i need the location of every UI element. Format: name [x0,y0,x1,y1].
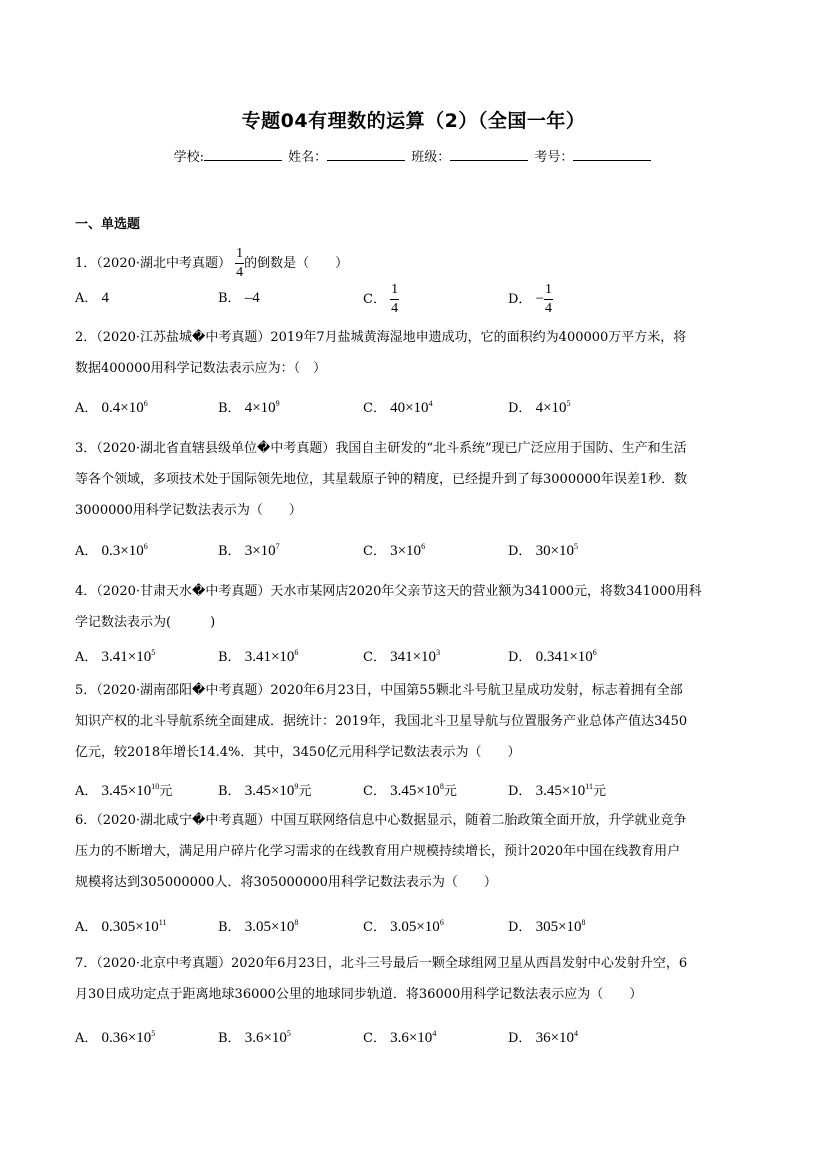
question-1-stem: 1．（2020·湖北中考真题） $\frac{1}{4}$ 的倒数是（ ） [75,246,349,280]
q1-option-a: A． 4 [75,290,110,306]
q3-option-b: B． $3\times 10^7$ [218,542,280,559]
question-6-line-3: 规模将达到305000000人．将305000000用科学记数法表示为（ ） [75,875,497,890]
q5-option-c: C． $3.45\times 10^8$元 [363,782,457,799]
q7-option-a: A． $0.36\times 10^5$ [75,1029,156,1046]
q4-option-c: C． $341\times 10^3$ [363,648,441,665]
q7-option-b: B． $3.6\times 10^5$ [218,1029,291,1046]
question-1-fraction: $\frac{1}{4}$ [236,246,244,280]
question-5-line-2: 知识产权的北斗导航系统全面建成．据统计：2019年，我国北斗卫星导航与位置服务产业总体产值达3450 [75,714,688,729]
name-blank [327,147,405,161]
question-4-line-1: 4．（2020·甘肃天水�中考真题）天水市某网店2020年父亲节这天的营业额为341000元，将数341000用科 [75,584,702,599]
question-3-line-1: 3．（2020·湖北省直辖县级单位�中考真题）我国自主研发的“北斗系统”现已广泛应用于国防、生产和生活 [75,441,687,456]
question-5-line-1: 5．（2020·湖南邵阳�中考真题）2020年6月23日，中国第55颗北斗号航卫星成功发射，标志着拥有全部 [75,683,683,698]
q7-option-d: D． $36\times 10^4$ [508,1029,579,1046]
question-4-line-2: 学记数法表示为( ) [75,615,216,630]
student-info-line [0,146,827,165]
q2-option-b: B． $4\times 10^9$ [218,399,280,416]
q3-option-a: A． $0.3\times 10^6$ [75,542,148,559]
number-label: 考号： [534,150,574,165]
page-title: 专题04有理数的运算（2）（全国一年） [241,110,586,132]
name-label: 姓名： [288,150,328,165]
question-6-line-2: 压力的不断增大，满足用户碎片化学习需求的在线教育用户规模持续增长，预计2020年中国在线教育用户 [75,844,681,859]
question-2-line-1: 2．（2020·江苏盐城�中考真题）2019年7月盐城黄海湿地申遗成功，它的面积约为400000万平方米，将 [75,330,687,345]
school-label: 学校: [173,150,204,165]
q2-option-a: A． $0.4\times 10^6$ [75,399,148,416]
question-3-line-2: 等各个领域，多项技术处于国际领先地位，其星载原子钟的精度，已经提升到了每3000000年误差1秒．数 [75,472,688,487]
q6-option-c: C． $3.05\times 10^6$ [363,918,444,935]
class-label: 班级： [411,150,451,165]
number-blank [573,147,651,161]
q1-option-b: B． –4 [218,290,260,306]
question-7-line-2: 月30日成功定点于距离地球36000公里的地球同步轨道．将36000用科学记数法表示应为（ ） [75,987,643,1002]
q6-option-d: D． $305\times 10^8$ [508,918,586,935]
q4-option-a: A． $3.41\times 10^5$ [75,648,156,665]
question-2-line-2: 数据400000用科学记数法表示应为：（ ） [75,361,327,376]
q1-option-c: C． $\frac{1}{4}$ [363,282,399,316]
q4-option-b: B． $3.41\times 10^6$ [218,648,299,665]
question-3-line-3: 3000000用科学记数法表示为（ ） [75,503,302,518]
q7-option-c: C． $3.6\times 10^4$ [363,1029,437,1046]
q5-option-d: D． $3.45\times 10^{11}$元 [508,782,606,799]
school-blank [204,147,282,161]
class-blank [450,147,528,161]
q2-option-d: D． $4\times 10^5$ [508,399,571,416]
q5-option-a: A． $3.45\times 10^{10}$元 [75,782,173,799]
q4-option-d: D． $0.341\times 10^6$ [508,648,597,665]
q6-option-a: A． $0.305\times 10^{11}$ [75,918,167,935]
question-7-line-1: 7．（2020·北京中考真题）2020年6月23日，北斗三号最后一颗全球组网卫星从西昌发射中心发射升空，6 [75,956,688,971]
q6-option-b: B． $3.05\times 10^8$ [218,918,299,935]
question-6-line-1: 6．（2020·湖北咸宁�中考真题）中国互联网络信息中心数据显示，随着二胎政策全面开放，升学就业竞争 [75,813,687,828]
section-heading: 一、单选题 [75,217,141,232]
q5-option-b: B． $3.45\times 10^9$元 [218,782,312,799]
q1-option-d: D． − $\frac{1}{4}$ [508,282,553,316]
q3-option-d: D． $30\times 10^5$ [508,542,579,559]
question-5-line-3: 亿元，较2018年增长14.4%．其中，3450亿元用科学记数法表示为（ ） [75,745,521,760]
q3-option-c: C． $3\times 10^6$ [363,542,426,559]
q2-option-c: C． $40\times 10^4$ [363,399,433,416]
